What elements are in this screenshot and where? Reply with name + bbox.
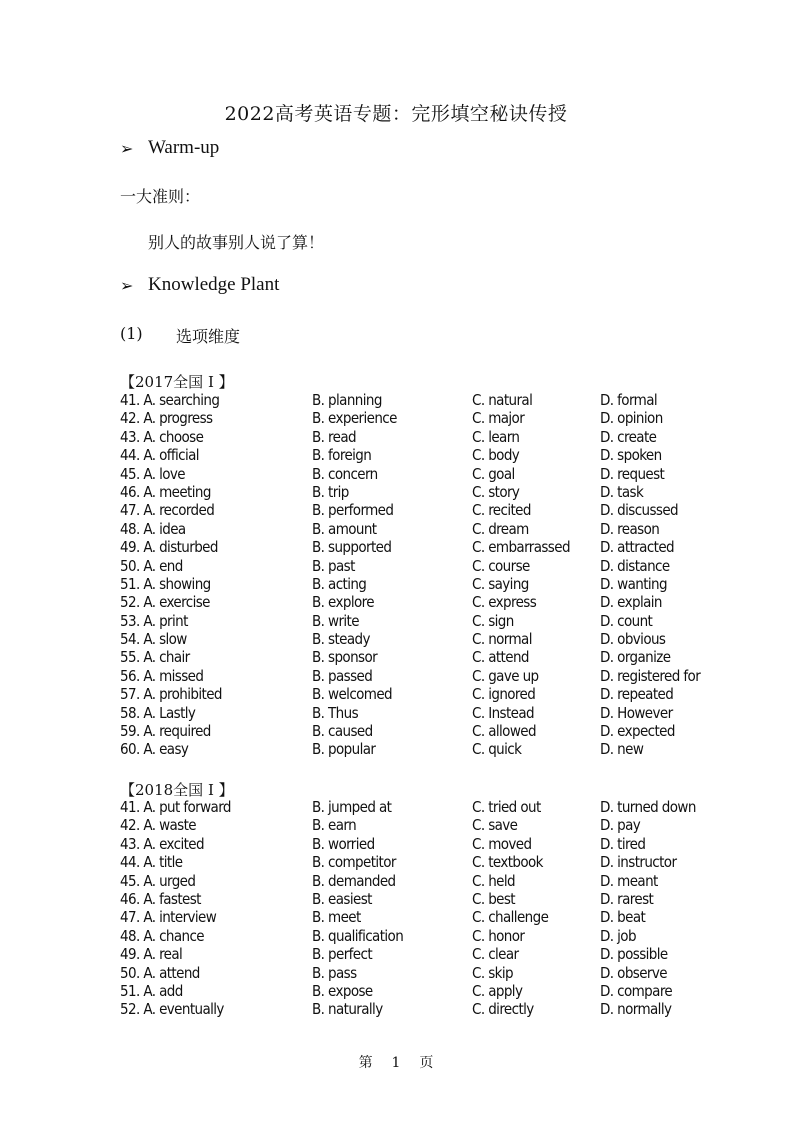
option-d: D. registered for	[600, 666, 701, 685]
option-a: 47. A. recorded	[120, 501, 215, 520]
option-a: 46. A. fastest	[120, 889, 201, 908]
option-d: D. turned down	[600, 798, 696, 816]
option-b: B. acting	[312, 574, 367, 593]
option-a: 51. A. showing	[120, 574, 211, 593]
option-d: D. task	[600, 482, 644, 501]
option-b: B. qualification	[312, 926, 404, 945]
option-c: C. held	[472, 871, 515, 890]
option-d: D. However	[600, 703, 673, 722]
option-c: C. Instead	[472, 703, 534, 722]
option-a: 50. A. end	[120, 556, 183, 575]
option-d: D. beat	[600, 908, 646, 927]
option-b: B. write	[312, 611, 359, 630]
option-c: C. body	[472, 446, 520, 465]
option-d: D. create	[600, 427, 657, 446]
option-c: C. quick	[472, 740, 522, 759]
option-b: B. demanded	[312, 871, 396, 890]
option-a: 46. A. meeting	[120, 482, 211, 501]
option-b: B. pass	[312, 963, 357, 982]
option-a: 60. A. easy	[120, 740, 189, 759]
option-d: D. rarest	[600, 889, 654, 908]
option-c: C. sign	[472, 611, 514, 630]
option-a: 42. A. waste	[120, 816, 197, 835]
option-c: C. dream	[472, 519, 529, 538]
subsection-title: 选项维度	[176, 327, 241, 346]
option-b: B. planning	[312, 391, 382, 409]
option-d: D. count	[600, 611, 653, 630]
option-a: 44. A. official	[120, 446, 199, 465]
option-b: B. trip	[312, 482, 349, 501]
option-a: 58. A. Lastly	[120, 703, 196, 722]
option-b: B. foreign	[312, 446, 372, 465]
option-d: D. new	[600, 740, 644, 759]
option-b: B. explore	[312, 593, 374, 612]
subsection-number: (1)	[120, 324, 143, 343]
option-a: 52. A. eventually	[120, 1000, 224, 1019]
option-c: C. moved	[472, 834, 532, 853]
option-d: D. wanting	[600, 574, 667, 593]
page-number: 1	[391, 1055, 401, 1071]
option-d: D. expected	[600, 722, 675, 741]
option-b: B. naturally	[312, 1000, 383, 1019]
option-d: D. request	[600, 464, 665, 483]
option-d: D. tired	[600, 834, 646, 853]
option-c: C. major	[472, 409, 525, 428]
option-d: D. explain	[600, 593, 662, 612]
option-b: B. worried	[312, 834, 375, 853]
option-b: B. expose	[312, 981, 373, 1000]
page-suffix: 页	[419, 1055, 434, 1071]
option-a: 44. A. title	[120, 853, 183, 872]
option-a: 51. A. add	[120, 981, 183, 1000]
option-b: B. passed	[312, 666, 373, 685]
option-a: 45. A. love	[120, 464, 185, 483]
option-a: 48. A. idea	[120, 519, 186, 538]
option-c: C. allowed	[472, 722, 536, 741]
option-b: B. popular	[312, 740, 376, 759]
option-b: B. Thus	[312, 703, 359, 722]
option-a: 45. A. urged	[120, 871, 196, 890]
option-b: B. supported	[312, 538, 392, 557]
option-d: D. discussed	[600, 501, 679, 520]
option-c: C. recited	[472, 501, 531, 520]
option-d: D. repeated	[600, 685, 674, 704]
option-a: 43. A. choose	[120, 427, 204, 446]
knowledge-heading	[120, 274, 279, 296]
option-d: D. possible	[600, 945, 668, 964]
option-a: 47. A. interview	[120, 908, 217, 927]
option-c: C. story	[472, 482, 520, 501]
document-title: 2022高考英语专题：完形填空秘诀传授	[224, 103, 568, 125]
rule-label: 一大准则：	[120, 187, 201, 206]
option-c: C. embarrassed	[472, 538, 570, 557]
option-a: 57. A. prohibited	[120, 685, 222, 704]
section-label-2017: 【2017全国 I 】	[120, 373, 234, 391]
option-c: C. express	[472, 593, 537, 612]
warmup-heading-text: Warm-up	[148, 137, 220, 158]
option-b: B. performed	[312, 501, 394, 520]
option-b: B. competitor	[312, 853, 396, 872]
option-d: D. formal	[600, 391, 658, 409]
option-a: 49. A. real	[120, 945, 183, 964]
option-b: B. earn	[312, 816, 357, 835]
option-c: C. directly	[472, 1000, 534, 1019]
option-d: D. instructor	[600, 853, 677, 872]
option-d: D. reason	[600, 519, 660, 538]
option-c: C. course	[472, 556, 530, 575]
option-c: C. save	[472, 816, 518, 835]
option-b: B. perfect	[312, 945, 373, 964]
option-d: D. opinion	[600, 409, 663, 428]
option-d: D. attracted	[600, 538, 675, 557]
option-a: 43. A. excited	[120, 834, 204, 853]
option-d: D. spoken	[600, 446, 662, 465]
option-d: D. compare	[600, 981, 673, 1000]
option-b: B. jumped at	[312, 798, 392, 816]
option-c: C. ignored	[472, 685, 536, 704]
rule-text: 别人的故事别人说了算！	[148, 233, 325, 252]
option-a: 50. A. attend	[120, 963, 200, 982]
option-c: C. saying	[472, 574, 529, 593]
option-c: C. gave up	[472, 666, 539, 685]
option-c: C. textbook	[472, 853, 543, 872]
option-b: B. experience	[312, 409, 397, 428]
option-d: D. job	[600, 926, 636, 945]
option-d: D. observe	[600, 963, 667, 982]
option-c: C. natural	[472, 391, 533, 409]
option-c: C. best	[472, 889, 515, 908]
option-b: B. steady	[312, 630, 370, 649]
option-c: C. attend	[472, 648, 529, 667]
option-b: B. easiest	[312, 889, 372, 908]
option-c: C. tried out	[472, 798, 541, 816]
option-a: 48. A. chance	[120, 926, 204, 945]
option-c: C. honor	[472, 926, 525, 945]
option-a: 49. A. disturbed	[120, 538, 218, 557]
option-d: D. normally	[600, 1000, 672, 1019]
option-d: D. meant	[600, 871, 658, 890]
option-d: D. organize	[600, 648, 671, 667]
option-b: B. concern	[312, 464, 378, 483]
option-a: 41. A. searching	[120, 391, 220, 409]
option-b: B. sponsor	[312, 648, 378, 667]
page-footer	[0, 1052, 792, 1072]
option-b: B. welcomed	[312, 685, 393, 704]
knowledge-heading-text: Knowledge Plant	[148, 274, 280, 295]
warmup-heading	[120, 137, 219, 159]
option-c: C. normal	[472, 630, 532, 649]
option-c: C. clear	[472, 945, 519, 964]
arrow-bullet-icon: ➢	[120, 138, 134, 158]
option-a: 55. A. chair	[120, 648, 190, 667]
option-d: D. pay	[600, 816, 641, 835]
option-a: 53. A. print	[120, 611, 188, 630]
option-a: 59. A. required	[120, 722, 211, 741]
option-a: 42. A. progress	[120, 409, 213, 428]
arrow-bullet-icon: ➢	[120, 275, 134, 295]
option-b: B. past	[312, 556, 355, 575]
option-d: D. obvious	[600, 630, 666, 649]
option-a: 56. A. missed	[120, 666, 204, 685]
option-a: 41. A. put forward	[120, 798, 231, 816]
option-a: 52. A. exercise	[120, 593, 210, 612]
option-b: B. meet	[312, 908, 361, 927]
option-c: C. learn	[472, 427, 520, 446]
option-d: D. distance	[600, 556, 670, 575]
section-label-2018: 【2018全国 I 】	[120, 781, 234, 799]
page-prefix: 第	[358, 1055, 373, 1071]
option-b: B. caused	[312, 722, 373, 741]
option-a: 54. A. slow	[120, 630, 187, 649]
option-b: B. read	[312, 427, 356, 446]
option-c: C. skip	[472, 963, 513, 982]
option-c: C. goal	[472, 464, 515, 483]
option-b: B. amount	[312, 519, 377, 538]
option-c: C. challenge	[472, 908, 549, 927]
option-c: C. apply	[472, 981, 523, 1000]
